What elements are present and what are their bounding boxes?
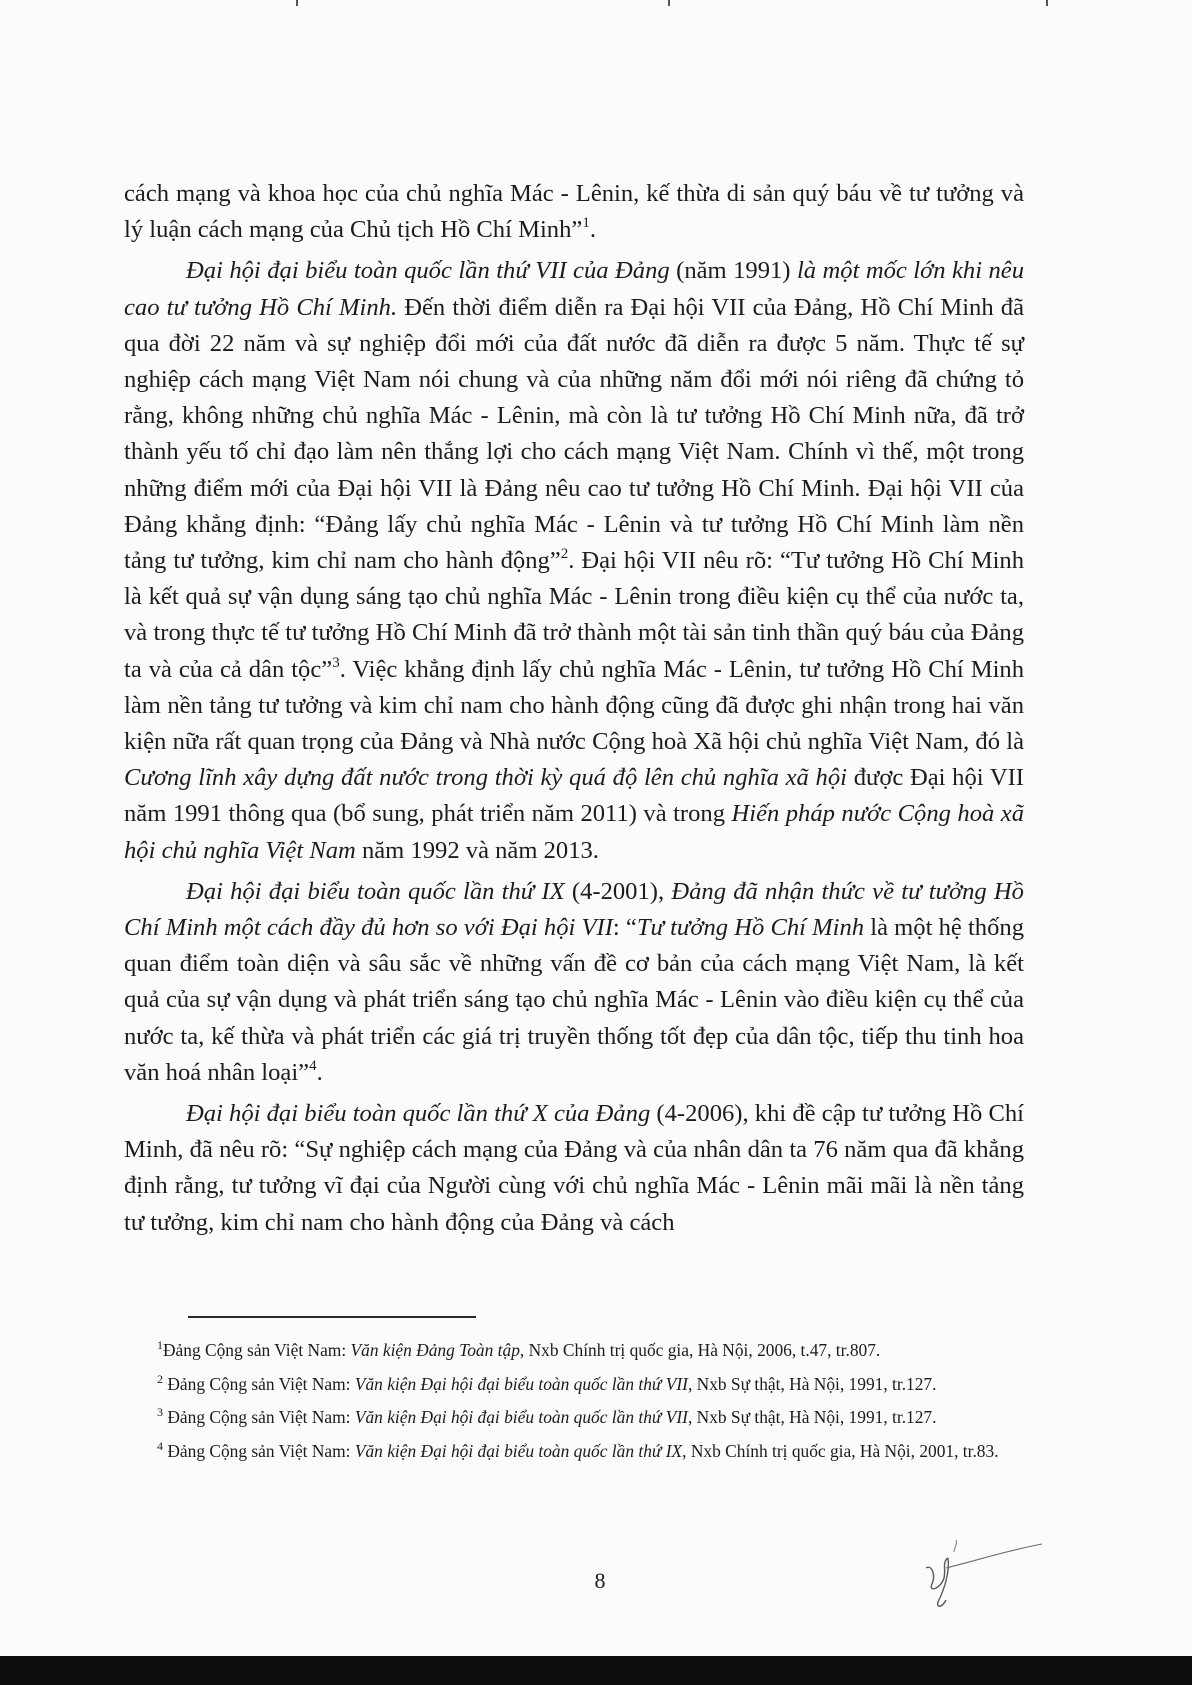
text-run: Đảng Cộng sản Việt Nam:	[163, 1407, 355, 1427]
handwritten-signature-icon	[918, 1538, 1046, 1614]
text-run: , Nxb Chính trị quốc gia, Hà Nội, 2001, tr.83.	[682, 1440, 999, 1461]
text-run: được Đại hội VII năm 1991 thông qua (bổ sung, phát triển năm 2011) và trong	[124, 764, 1025, 828]
footnote-ref: 2	[560, 546, 569, 563]
footnotes	[124, 1338, 1024, 1472]
scan-edge-band	[0, 1656, 1192, 1685]
paragraph-congress-ix	[124, 874, 1024, 1091]
text-run: : “	[612, 914, 637, 942]
text-run: .	[589, 216, 596, 244]
italic-text: Đại hội đại biểu toàn quốc lần thứ IX	[186, 877, 565, 905]
paragraph-congress-x	[124, 1096, 1024, 1241]
text-run: (năm 1991)	[669, 257, 797, 285]
italic-text: Văn kiện Đại hội đại biểu toàn quốc lần thứ VII	[354, 1407, 688, 1427]
italic-text: Văn kiện Đảng Toàn tập	[350, 1340, 520, 1360]
text-run: , Nxb Sự thật, Hà Nội, 1991, tr.127.	[687, 1407, 937, 1427]
italic-text: Đại hội đại biểu toàn quốc lần thứ VII của Đảng	[186, 257, 670, 285]
italic-text: Cương lĩnh xây dựng đất nước trong thời kỳ quá độ lên chủ nghĩa xã hội	[124, 764, 847, 792]
footnote-4	[124, 1439, 1024, 1464]
text-run: . Đại hội VII nêu rõ: “Tư tưởng Hồ Chí Minh là kết quả sự vận dụng sáng tạo chủ nghĩa Mác - Lênin trong điều kiện cụ thể của nước ta, và trong thực tế tư tưởng Hồ Chí Minh đã trở thành một tài sản tinh thần quý báu của Đảng ta và của cả dân tộc”	[124, 547, 1024, 683]
italic-text: Đảng đã nhận thức về tư tưởng Hồ Chí Minh một cách đầy đủ hơn so với Đại hội VII	[124, 877, 1024, 942]
text-run: Đảng Cộng sản Việt Nam:	[163, 1373, 355, 1394]
text-run: (4-2001),	[564, 877, 672, 905]
footnote-1	[124, 1338, 1024, 1363]
footnote-number: 4	[157, 1438, 163, 1453]
italic-text: Tư tưởng Hồ Chí Minh	[636, 914, 865, 942]
text-run: , Nxb Chính trị quốc gia, Hà Nội, 2006, t.47, tr.807.	[519, 1340, 881, 1360]
body-text	[124, 176, 1024, 1246]
paragraph-continuation	[124, 176, 1024, 248]
text-run: , Nxb Sự thật, Hà Nội, 1991, tr.127.	[687, 1373, 937, 1394]
text-run: năm 1992 và năm 2013.	[355, 836, 599, 864]
footnote-separator	[188, 1316, 476, 1318]
page-number: 8	[594, 1568, 606, 1593]
footnote-number: 2	[157, 1371, 163, 1386]
scan-mark	[1046, 0, 1048, 6]
italic-text: Văn kiện Đại hội đại biểu toàn quốc lần thứ IX	[354, 1440, 683, 1461]
text-run: Đảng Cộng sản Việt Nam:	[163, 1340, 351, 1360]
italic-text: Đại hội đại biểu toàn quốc lần thứ X của Đảng	[186, 1100, 651, 1128]
italic-text: Hiến pháp nước Cộng hoà xã hội chủ nghĩa Việt Nam	[124, 800, 1024, 864]
footnote-ref: 4	[309, 1057, 317, 1074]
text-run: (4-2006), khi đề cập tư tưởng Hồ Chí Minh, đã nêu rõ: “Sự nghiệp cách mạng của Đảng và của nhân dân ta 76 năm qua đã khẳng định rằng, tư tưởng vĩ đại của Người cùng với chủ nghĩa Mác - Lênin mãi mãi là nền tảng tư tưởng, kim chỉ nam cho hành động của Đảng và cách	[124, 1100, 1024, 1236]
footnote-ref: 3	[332, 654, 340, 671]
footnote-number: 1	[157, 1338, 163, 1352]
footnote-2	[124, 1372, 1024, 1397]
footnote-3	[124, 1405, 1024, 1430]
footnote-number: 3	[157, 1405, 163, 1419]
footnote-ref: 1	[582, 215, 590, 232]
italic-text: Văn kiện Đại hội đại biểu toàn quốc lần thứ VII	[354, 1373, 688, 1394]
text-run: Đảng Cộng sản Việt Nam:	[163, 1440, 355, 1461]
text-run: là một hệ thống quan điểm toàn diện và sâu sắc về những vấn đề cơ bản của cách mạng Việt Nam, là kết quả của sự vận dụng và phát triển sáng tạo chủ nghĩa Mác - Lênin vào điều kiện cụ thể của nước ta, kế thừa và phát triển các giá trị truyền thống tốt đẹp của dân tộc, tiếp thu tinh hoa văn hoá nhân loại”	[124, 914, 1024, 1086]
italic-text: là một mốc lớn khi nêu cao tư tưởng Hồ Chí Minh.	[124, 257, 1024, 321]
scan-mark	[296, 0, 298, 6]
text-run: .	[316, 1058, 323, 1086]
text-run: cách mạng và khoa học của chủ nghĩa Mác - Lênin, kế thừa di sản quý báu về tư tưởng và lý luận cách mạng của Chủ tịch Hồ Chí Minh”	[124, 180, 1024, 244]
text-run: . Việc khẳng định lấy chủ nghĩa Mác - Lênin, tư tưởng Hồ Chí Minh làm nền tảng tư tưởng và kim chỉ nam cho hành động cũng đã được ghi nhận trong hai văn kiện nữa rất quan trọng của Đảng và Nhà nước Cộng hoà Xã hội chủ nghĩa Việt Nam, đó là	[124, 655, 1024, 756]
paragraph-congress-vii	[124, 253, 1024, 868]
scan-mark	[668, 0, 670, 6]
text-run: Đến thời điểm diễn ra Đại hội VII của Đảng, Hồ Chí Minh đã qua đời 22 năm và sự nghiệp đổi mới của đất nước đã diễn ra được 5 năm. Thực tế sự nghiệp cách mạng Việt Nam nói chung và của những năm đổi mới nói riêng đã chứng tỏ rằng, không những chủ nghĩa Mác - Lênin, mà còn là tư tưởng Hồ Chí Minh nữa, đã trở thành yếu tố chỉ đạo làm nên thắng lợi cho cách mạng Việt Nam. Chính vì thế, một trong những điểm mới của Đại hội VII là Đảng nêu cao tư tưởng Hồ Chí Minh. Đại hội VII của Đảng khẳng định: “Đảng lấy chủ nghĩa Mác - Lênin và tư tưởng Hồ Chí Minh làm nền tảng tư tưởng, kim chỉ nam cho hành động”	[124, 293, 1024, 575]
